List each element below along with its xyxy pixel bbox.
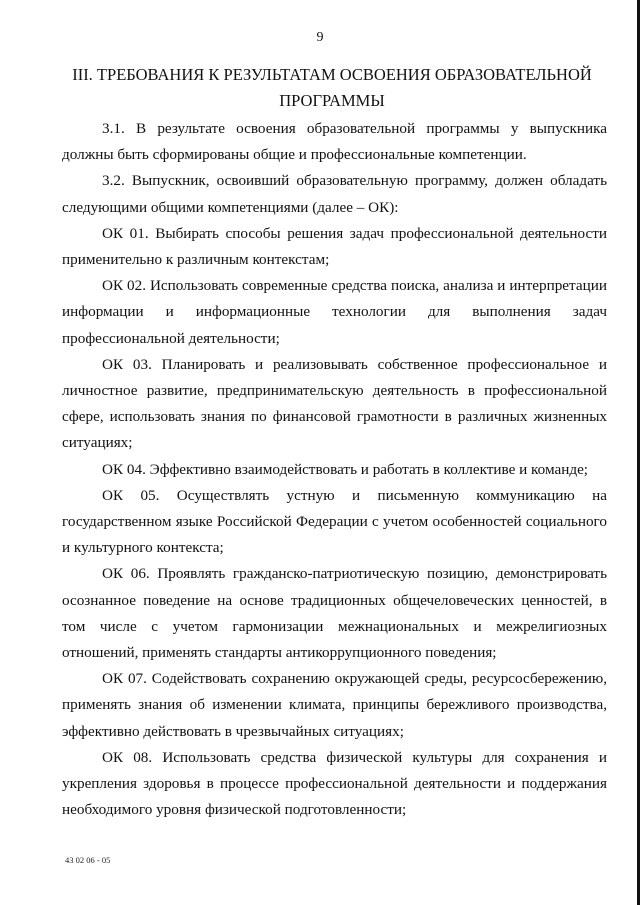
competence-ok-05: ОК 05. Осуществлять устную и письменную коммуникацию на государственном языке Российской Федерации с учетом особенностей социального и культурного контекста; — [62, 486, 607, 557]
section-heading: III. ТРЕБОВАНИЯ К РЕЗУЛЬТАТАМ ОСВОЕНИЯ ОБРАЗОВАТЕЛЬНОЙ ПРОГРАММЫ — [72, 65, 592, 110]
competence-ok-07: ОК 07. Содействовать сохранению окружающей среды, ресурсосбережению, применять знания об изменении климата, принципы бережливого производства, эффективно действовать в чрезвычайных ситуациях; — [62, 670, 607, 740]
paragraph-3-1: 3.1. В результате освоения образовательной программы у выпускника должны быть сформированы общие и профессиональные компетенции. — [62, 120, 607, 164]
competence-ok-06: ОК 06. Проявлять гражданско-патриотическую позицию, демонстрировать осознанное поведение на основе традиционных общечеловеческих ценностей, в том числе с учетом гармонизации межнациональных и межрелигиозных отношений, применять стандарты антикоррупционного поведения; — [62, 565, 607, 662]
paragraph-3-2: 3.2. Выпускник, освоивший образовательную программу, должен обладать следующими общими компетенциями (далее – ОК): — [62, 172, 607, 216]
document-code: 43 02 06 - 05 — [65, 855, 111, 865]
competence-ok-02: ОК 02. Использовать современные средства поиска, анализа и интерпретации информации и информационные технологии для выполнения задач профессиональной деятельности; — [62, 277, 607, 347]
competence-ok-08: ОК 08. Использовать средства физической культуры для сохранения и укрепления здоровья в процессе профессиональной деятельности и поддержания необходимого уровня физической подготовленности; — [62, 748, 607, 819]
competence-ok-04: ОК 04. Эффективно взаимодействовать и работать в коллективе и команде; — [102, 460, 589, 478]
page-number: 9 — [316, 30, 324, 45]
body-text — [62, 116, 607, 823]
competence-ok-03: ОК 03. Планировать и реализовывать собственное профессиональное и личностное развитие, предпринимательскую деятельность в профессиональной сфере, использовать знания по финансовой грамотности в различных жизненных ситуациях; — [62, 355, 607, 452]
competence-ok-01: ОК 01. Выбирать способы решения задач профессиональной деятельности применительно к различным контекстам; — [62, 224, 607, 269]
